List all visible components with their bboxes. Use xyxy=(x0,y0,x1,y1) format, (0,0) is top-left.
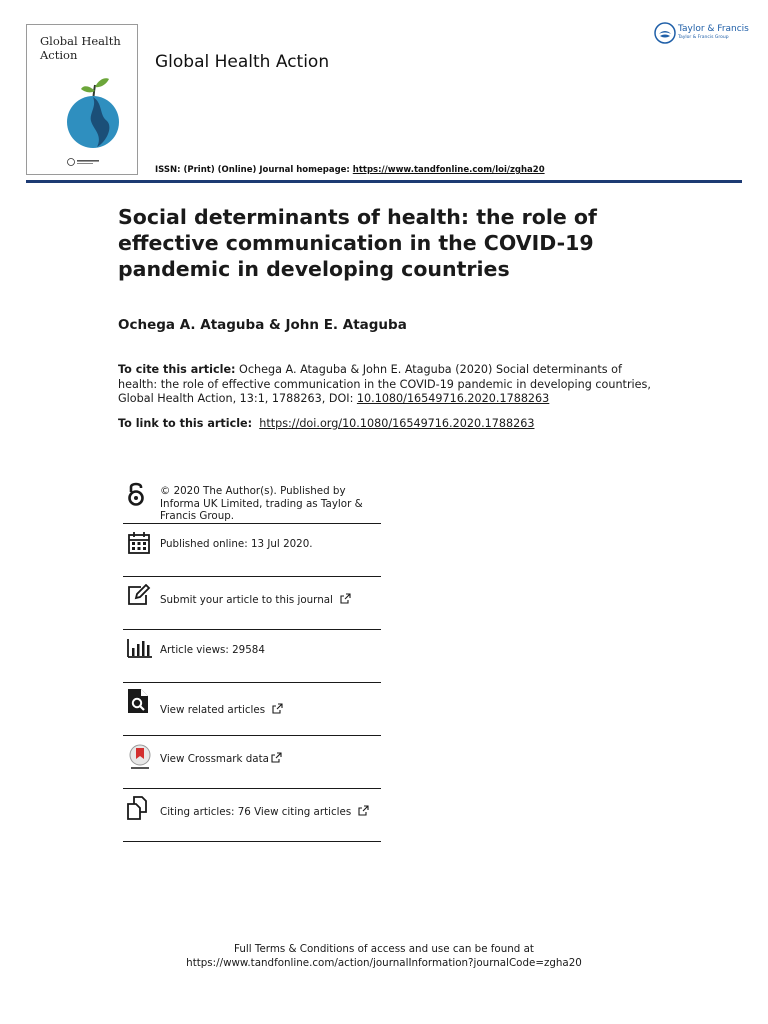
bar-chart-icon xyxy=(127,638,153,658)
citing-text: Citing articles: 76 View citing articles xyxy=(160,806,352,818)
journal-name: Global Health Action xyxy=(155,52,330,72)
license-row xyxy=(123,478,381,524)
footer-line-1: Full Terms & Conditions of access and use can be found at xyxy=(234,943,534,955)
issn-line xyxy=(155,165,545,175)
edit-icon xyxy=(127,584,151,606)
citing-row[interactable] xyxy=(123,789,381,842)
citing-articles-link[interactable] xyxy=(160,805,382,819)
calendar-icon xyxy=(127,531,151,555)
article-title: Social determinants of health: the role of effective communication in the COVID-19 pandemic in developing countries xyxy=(118,205,597,281)
publisher-logo[interactable] xyxy=(654,22,749,48)
publisher-subtitle: Taylor & Francis Group xyxy=(678,35,729,40)
footer-terms-url[interactable]: https://www.tandfonline.com/action/journalInformation?journalCode=zgha20 xyxy=(186,957,582,969)
related-articles-link[interactable] xyxy=(160,703,382,717)
issn-label: ISSN: (Print) (Online) Journal homepage: xyxy=(155,165,353,175)
views-text: Article views: 29584 xyxy=(160,644,265,656)
link-label: To link to this article: xyxy=(118,417,253,430)
crossmark-text: View Crossmark data xyxy=(160,753,269,765)
journal-homepage-link[interactable]: https://www.tandfonline.com/loi/zgha20 xyxy=(352,165,545,175)
terms-footer xyxy=(0,942,768,970)
crossmark-icon xyxy=(127,744,153,772)
related-text: View related articles xyxy=(160,704,266,716)
published-row xyxy=(123,524,381,577)
cover-publisher-logo xyxy=(67,157,101,167)
cite-text: Ochega A. Ataguba & John E. Ataguba (2020) Social determinants of health: the role of effective communication in the COVID-19 pandemic in developing countries, Global Health Action, 13:1, 1788263, DOI: xyxy=(118,363,651,405)
external-link-icon xyxy=(340,593,351,604)
submit-article-link[interactable] xyxy=(160,593,382,607)
header-divider xyxy=(26,180,742,183)
article-authors: Ochega A. Ataguba & John E. Ataguba xyxy=(118,317,407,333)
external-link-icon xyxy=(358,805,369,816)
cover-title: Global Health Action xyxy=(40,34,121,62)
license-text: © 2020 The Author(s). Published by Informa UK Limited, trading as Taylor & Francis Group. xyxy=(160,485,363,522)
cite-doi-link[interactable]: 10.1080/16549716.2020.1788263 xyxy=(356,392,550,405)
crossmark-link[interactable] xyxy=(160,752,382,766)
citing-documents-icon xyxy=(127,796,151,820)
cite-label: To cite this article: xyxy=(118,363,236,376)
search-document-icon xyxy=(127,688,149,714)
external-link-icon xyxy=(272,703,283,714)
published-text: Published online: 13 Jul 2020. xyxy=(160,538,313,550)
related-row[interactable] xyxy=(123,683,381,736)
journal-cover xyxy=(26,24,138,175)
submit-row[interactable] xyxy=(123,577,381,630)
publisher-name: Taylor & Francis xyxy=(678,24,749,34)
open-access-icon xyxy=(127,480,145,508)
taylor-francis-logo-icon xyxy=(654,22,676,44)
article-doi-link[interactable]: https://doi.org/10.1080/16549716.2020.1788263 xyxy=(259,417,535,430)
crossmark-row[interactable] xyxy=(123,736,381,789)
views-row xyxy=(123,630,381,683)
citation-block xyxy=(118,363,658,407)
submit-text: Submit your article to this journal xyxy=(160,594,333,606)
external-link-icon xyxy=(271,752,282,763)
article-link-block xyxy=(118,417,534,432)
cover-globe-seedling-icon xyxy=(63,55,125,151)
